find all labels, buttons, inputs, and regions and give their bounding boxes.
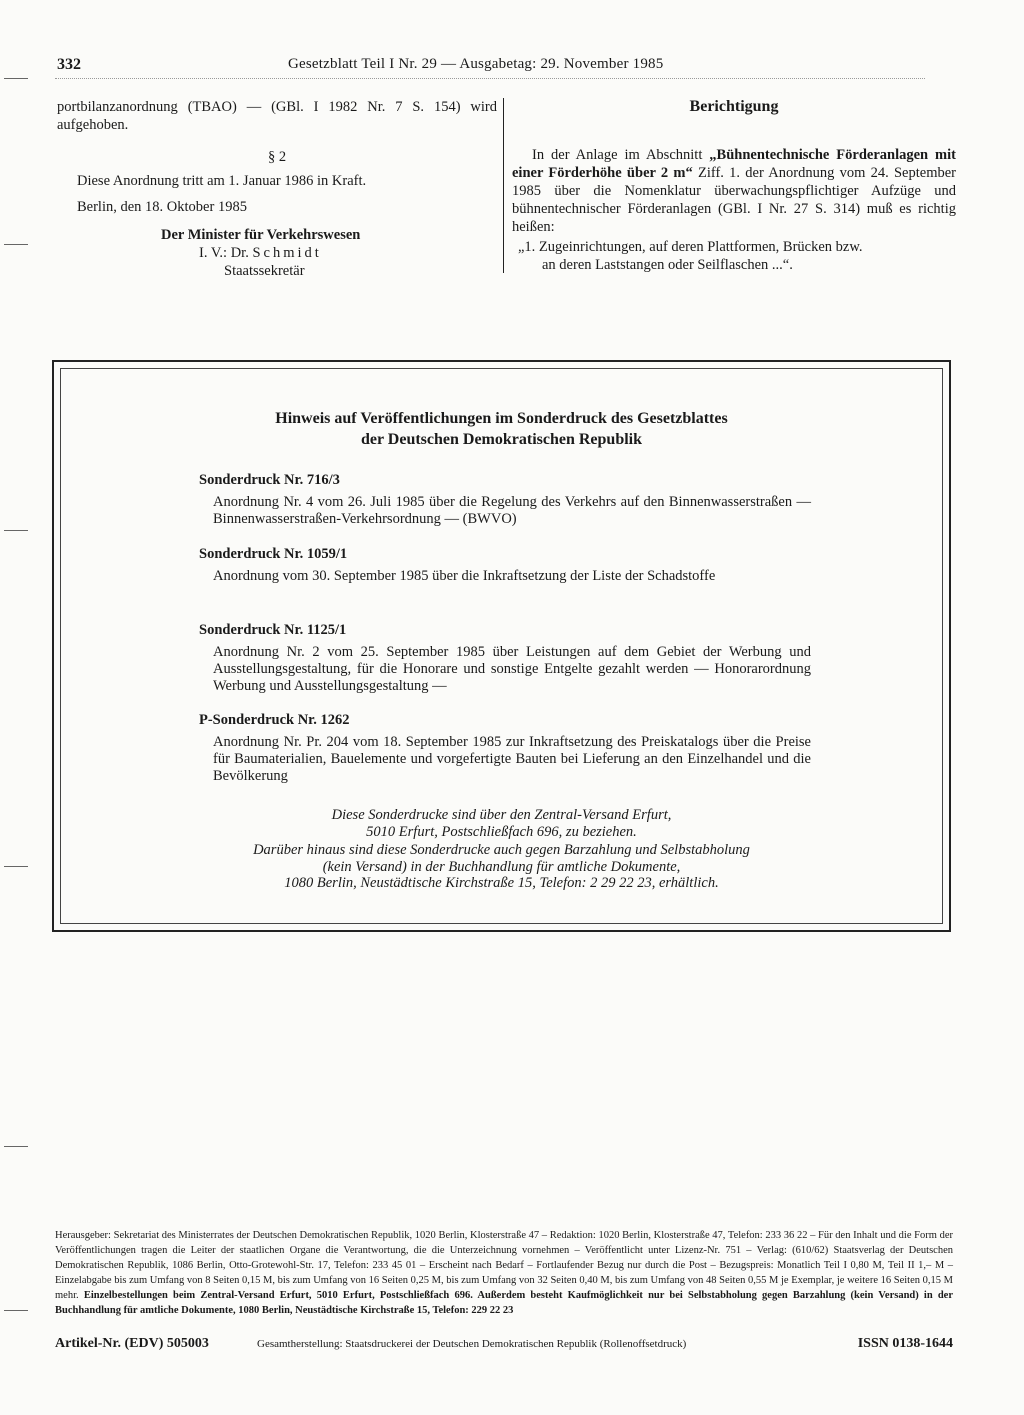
minister-title: Der Minister für Verkehrswesen xyxy=(161,227,361,243)
correction-text-part: In der Anlage im Abschnitt xyxy=(532,147,710,163)
order-note-line: (kein Versand) in der Buchhandlung für amtliche Dokumente, xyxy=(322,858,681,875)
section-number: § 2 xyxy=(267,149,287,165)
order-note-line: 1080 Berlin, Neustädtische Kirchstraße 15, Telefon: 2 29 22 23, erhältlich. xyxy=(284,875,719,891)
margin-mark xyxy=(4,530,28,531)
notice-title xyxy=(52,408,951,450)
printer-credit: Gesamtherstellung: Staatsdruckerei der Deutschen Demokratischen Republik (Rollenoffsetdruck) xyxy=(257,1338,687,1350)
notice-entry xyxy=(199,712,811,785)
entry-head: Sonderdruck Nr. 1125/1 xyxy=(199,622,347,638)
signatory xyxy=(57,244,497,262)
article-number: Artikel-Nr. (EDV) 505003 xyxy=(55,1336,209,1351)
entry-text: Anordnung vom 30. September 1985 über die Inkraftsetzung der Liste der Schadstoffe xyxy=(213,568,716,584)
effective-clause: Diese Anordnung tritt am 1. Januar 1986 in Kraft. xyxy=(77,173,367,189)
order-note xyxy=(52,807,951,892)
column-divider xyxy=(503,98,504,273)
place-date: Berlin, den 18. Oktober 1985 xyxy=(77,199,247,215)
imprint xyxy=(55,1228,953,1318)
correction-quote-line: „1. Zugeinrichtungen, auf deren Plattformen, Brücken bzw. xyxy=(518,239,863,255)
entry-head: Sonderdruck Nr. 716/3 xyxy=(199,472,340,488)
margin-mark xyxy=(4,78,28,79)
continuation-text: portbilanzanordnung (TBAO) — (GBl. I 1982 Nr. 7 S. 154) wird aufgehoben. xyxy=(57,99,497,133)
imprint-text: Herausgeber: Sekretariat des Ministerrates der Deutschen Demokratischen Republik, 1020 Berlin, Klosterstraße 47 – Redaktion: 1020 Berlin, Klosterstraße 47, Telefon: 233 36 22 – Für den Inhalt und die Form der Veröffentlichungen tragen die Leiter der staatlichen Organe die Verantwortung, die die Unterzeichnung vornehmen – Veröffentlicht unter Lizenz-Nr. 751 – Verlag: (610/62) Staatsverlag der Deutschen Demokratischen Republik, 1086 Berlin, Otto-Grotewohl-Str. 17, Telefon: 233 45 01 – Erscheint nach Bedarf – Fortlaufender Bezug nur durch die Post – Bezugspreis: Monatlich Teil I 0,80 M, Teil II 1,– M – Einzelabgabe bis zum Umfang von 8 Seiten 0,15 M, bis zum Umfang von 16 Seiten 0,25 M, bis zum Umfang von 32 Seiten 0,40 M, bis zum Umfang von 48 Seiten 0,55 M je Exemplar, je weitere 16 Seiten 0,15 M mehr. xyxy=(55,1230,953,1301)
notice-entry xyxy=(199,546,811,585)
signatory-name: Schmidt xyxy=(252,245,322,261)
entry-head: Sonderdruck Nr. 1059/1 xyxy=(199,546,348,562)
correction-text-bold: „Bühnentechnische Förderanlagen mit einer Förderhöhe über 2 m“ xyxy=(512,147,956,181)
signatory-prefix: I. V.: Dr. xyxy=(199,245,249,261)
correction-text-part: Ziff. 1. der Anordnung vom 24. September 1985 über die Nomenklatur überwachungspflichtiger Aufzüge und bühnentechnischer Förderanlagen (GBl. I Nr. 27 S. 314) muß es richtig heißen: xyxy=(512,165,956,235)
right-column xyxy=(512,98,956,274)
notice-entry xyxy=(199,472,811,528)
order-note-line: 5010 Erfurt, Postschließfach 696, zu beziehen. xyxy=(366,823,637,840)
entry-text: Anordnung Nr. 2 vom 25. September 1985 über Leistungen auf dem Gebiet der Werbung und Ausstellungsgestaltung, für die Honorare und sonstige Entgelte gezahlt werden — Honorarordnung Werbung und Ausstellungsgestaltung — xyxy=(213,644,811,694)
correction-quote-line: an deren Laststangen oder Seilflaschen ...“. xyxy=(542,257,793,273)
notice-title-line: der Deutschen Demokratischen Republik xyxy=(360,431,643,448)
margin-mark xyxy=(4,866,28,867)
order-note-line: Darüber hinaus sind diese Sonderdrucke auch gegen Barzahlung und Selbstabholung xyxy=(253,842,750,858)
margin-mark xyxy=(4,1310,28,1311)
margin-mark xyxy=(4,244,28,245)
signatory-title: Staatssekretär xyxy=(224,263,305,279)
page-number: 332 xyxy=(57,56,81,73)
imprint-order-info: Einzelbestellungen beim Zentral-Versand Erfurt, 5010 Erfurt, Postschließfach 696. Außerdem besteht Kaufmöglichkeit nur bei Selbstabholung gegen Barzahlung (kein Versand) in der Buchhandlung für amtliche Dokumente, 1080 Berlin, Neustädtische Kirchstraße 15, Telefon: 229 22 23 xyxy=(55,1290,954,1316)
notice-entry xyxy=(199,622,811,695)
running-head: Gesetzblatt Teil I Nr. 29 — Ausgabetag: 29. November 1985 xyxy=(288,56,664,72)
notice-title-line: Hinweis auf Veröffentlichungen im Sonderdruck des Gesetzblattes xyxy=(275,410,728,427)
margin-mark xyxy=(4,1146,28,1147)
correction-text xyxy=(512,146,956,236)
left-column xyxy=(57,98,497,280)
entry-text: Anordnung Nr. Pr. 204 vom 18. September 1985 zur Inkraftsetzung des Preiskatalogs über die Preise für Baumaterialien, Bauelemente und vorgefertigte Bauten bei Lieferung an den Einzelhandel und die Bevölkerung xyxy=(213,734,811,784)
footer xyxy=(55,1336,953,1356)
header-rule xyxy=(55,78,925,79)
correction-heading: Berichtigung xyxy=(689,98,779,115)
order-note-line: Diese Sonderdrucke sind über den Zentral-Versand Erfurt, xyxy=(331,807,672,823)
issn: ISSN 0138-1644 xyxy=(857,1336,953,1351)
entry-text: Anordnung Nr. 4 vom 26. Juli 1985 über die Regelung des Verkehrs auf den Binnenwasserstraßen — Binnenwasserstraßen-Verkehrsordnung — (BWVO) xyxy=(213,494,811,527)
entry-head: P-Sonderdruck Nr. 1262 xyxy=(199,712,350,728)
